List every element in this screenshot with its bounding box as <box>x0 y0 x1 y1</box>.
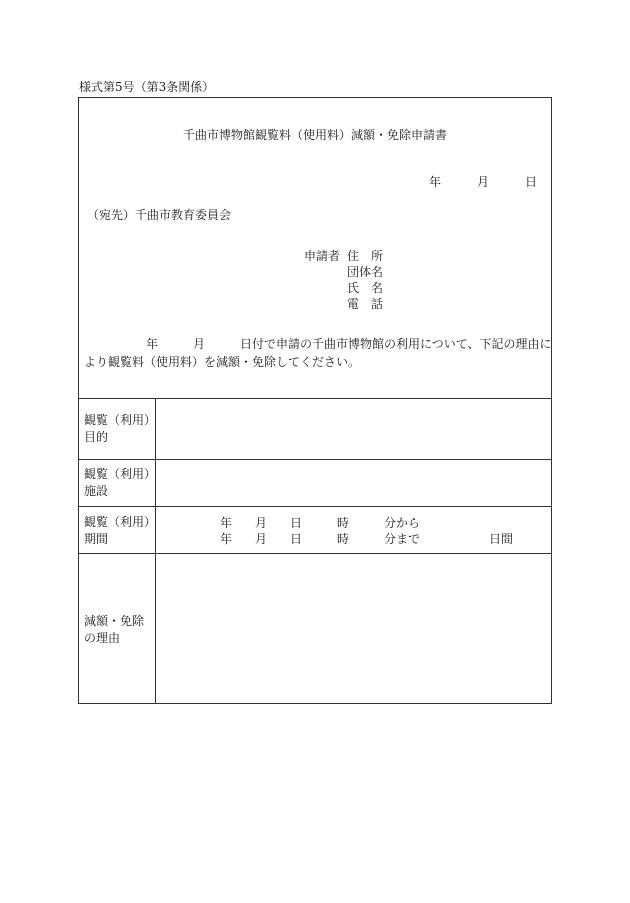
period-end-day: 日 <box>290 532 303 546</box>
date-day: 日 <box>525 175 538 189</box>
table-divider-3 <box>79 506 551 507</box>
addressee: （宛先）千曲市教育委員会 <box>87 208 232 222</box>
period-start-year: 年 <box>220 516 233 530</box>
period-start-day: 日 <box>290 516 303 530</box>
period-label: 観覧（利用） 期間 <box>84 515 157 546</box>
date-month: 月 <box>477 175 490 189</box>
request-year: 年 <box>146 337 159 351</box>
table-divider-4 <box>79 553 551 554</box>
table-divider-top <box>79 398 551 399</box>
applicant-group-label: 団体名 <box>347 265 384 279</box>
table-divider-2 <box>79 459 551 460</box>
applicant-phone-label: 電 話 <box>347 297 384 311</box>
purpose-label: 観覧（利用） 目的 <box>84 413 157 444</box>
applicant-address-label: 住 所 <box>347 249 384 263</box>
period-end-month: 月 <box>255 532 268 546</box>
reason-label: 減額・免除 の理由 <box>84 614 145 645</box>
period-days: 日間 <box>489 532 514 546</box>
period-end-hour: 時 <box>337 532 350 546</box>
form-number-label: 様式第5号（第3条関係） <box>79 80 215 94</box>
date-year: 年 <box>429 175 442 189</box>
period-start-minute: 分から <box>384 516 421 530</box>
period-start-hour: 時 <box>337 516 350 530</box>
request-text-line1: 日付で申請の千曲市博物館の利用について、下記の理由に <box>240 337 552 351</box>
form-title: 千曲市博物館観覧料（使用料）減額・免除申請書 <box>182 128 447 142</box>
request-text-line2: より観覧料（使用料）を減額・免除してください。 <box>84 355 361 369</box>
application-form <box>78 97 552 704</box>
period-end-year: 年 <box>220 532 233 546</box>
applicant-label: 申請者 <box>304 249 341 263</box>
request-month: 月 <box>193 337 206 351</box>
applicant-name-label: 氏 名 <box>347 281 384 295</box>
period-end-minute: 分まで <box>384 532 421 546</box>
facility-label: 観覧（利用） 施設 <box>84 467 157 498</box>
table-column-divider <box>155 398 156 704</box>
period-start-month: 月 <box>255 516 268 530</box>
